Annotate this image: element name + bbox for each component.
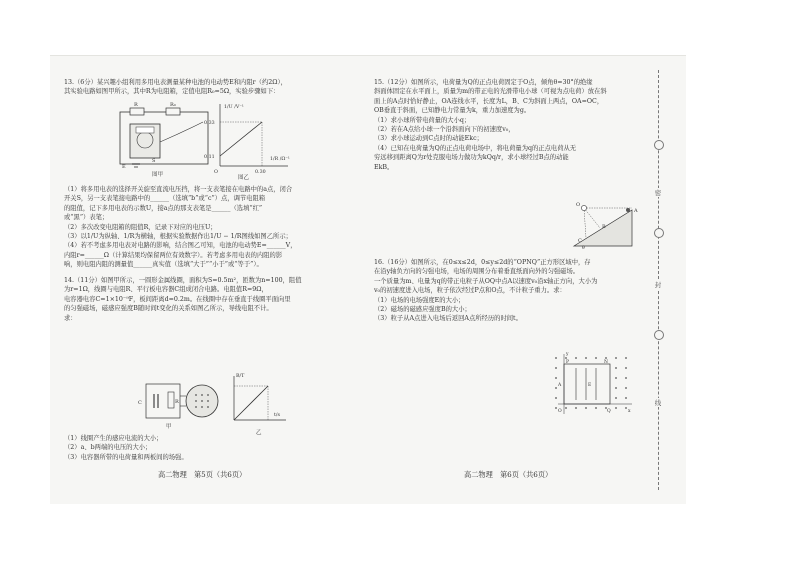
q15-line-9: 穷远移到距离Q为r处克服电场力做功为kQq/r，求小球经过B点的动能 [374,154,569,162]
svg-text:R: R [134,102,138,108]
q15-line-10: EkB。 [374,163,394,171]
q15-line-4: OB垂直于斜面，已知静电力常量为k，重力加速度为g。 [374,107,531,115]
q14-q1: （1）线圈产生的感应电流的大小； [64,435,163,442]
q13-graph-xlabel: 1/R /Ω⁻¹ [270,157,290,162]
q13-fig-yi-label: 图乙 [238,175,250,180]
q14-line-1: 14.（11分）如图甲所示，一圆形金属线圈，面积为S=0.5m²，匝数为n=100，阻值 [64,277,302,284]
q13-step-2: 开关S，另一支表笔接电路中的______（选填“b”或“c”）点，调节电阻箱 [64,195,266,203]
q14-fig-jia-label: 甲 [166,424,172,430]
q16-line-4: v₀的初速度进入电场，粒子依次经过P点和O点，不计粒子重力。求： [374,287,566,295]
q13-step-9: 响，则电阻内阻的测量值______真实值（选填“大于”“小于”或“等于”）。 [64,261,263,269]
q13-line-1: 13.（6分）某兴趣小组利用多用电表测量某种电池的电动势E和内阻r（约2Ω）， [64,79,287,86]
q14-line-4: 的匀强磁场，磁感应强度B随时间t变化的关系如图乙所示，导线电阻不计。 [64,305,273,313]
q16-field-figure [550,350,634,420]
q13-graph-origin: O [214,170,218,175]
q13-graph-y2: 0.11 [204,155,215,160]
q13-step-3: 的阻值，记下多用电表的示数U，接a点的那支表笔是______（选填“红” [64,204,263,212]
q14-bt-graph [226,368,292,438]
q16-label-y: y [566,352,569,357]
q16-label-x: x [628,409,631,414]
q16-line-3: 一个质量为m、电量为q的带正电粒子从OQ中点A以速度v₀沿x轴正方向，大小为 [374,277,598,285]
q14-line-2: 为r=1Ω，线圈与电阻R、平行板电容器C组成闭合电路。电阻值R=9Ω， [64,286,268,294]
q16-line-6: （2）磁场的磁感应强度B的大小； [374,306,471,314]
q13-step-8: 内阻r=______Ω（计算结果均保留两位有效数字）。若考虑多用电表的内阻的影 [64,251,283,259]
q13-step-1: （1）将多用电表的选择开关旋至直流电压挡，将一支表笔接在电路中的a点，闭合 [64,186,293,193]
q14-line-5: 求： [64,314,77,322]
q14-line-3: 电容器电容C=1×10⁻⁹F，板间距离d=0.2m。在线圈中存在垂直于线圈平面向里 [64,295,291,303]
q15-label-a: A [634,208,638,214]
q16-line-1: 16.（16分）如图所示，在0≤x≤2d，0≤y≤2d的“OPNQ”正方形区域中，存 [374,259,591,266]
q15-line-1: 15.（12分）如图所示，电荷量为Q的正点电荷固定于O点，倾角θ=30°的绝缘 [374,79,593,86]
q13-line-2: 其实验电路如图甲所示，其中R为电阻箱，定值电阻R₀=5Ω，实验步骤如下： [64,88,280,96]
q13-step-4: 或“黑”）表笔； [64,214,109,222]
q15-label-c: C [578,238,582,244]
q14-coil-figure [128,372,228,432]
q16-line-7: （3）粒子从A点进入电场后返回A点所经历的时间t。 [374,315,522,323]
q16-text [374,258,652,324]
q13-step-7: （4）若不考虑多用电表对电路的影响，结合图乙可知，电池的电动势E=______V， [64,242,297,250]
q14-graph-ylabel: B/T [236,374,245,379]
q13-steps [64,185,354,270]
q13-graph-ylabel: 1/U /V⁻¹ [224,105,244,110]
q14-text [64,276,354,323]
q15-label-o: O [576,202,581,208]
q15-label-b: B [602,224,606,230]
svg-text:S: S [152,158,156,164]
q14-q2: （2）a、b两端的电压的大小； [64,444,152,452]
svg-text:R₀: R₀ [170,102,176,108]
q16-label-o: O [558,409,562,414]
binding-hole-mid [654,228,664,238]
svg-text:R: R [175,399,179,405]
q15-line-3: 面上的A点时恰好静止，OA连线水平，长度为L，B、C为斜面上两点，OA=OC， [374,97,604,105]
footer-left: 高二物理 第5页（共6页） [158,470,247,479]
q15-line-2: 斜面体固定在水平面上，质量为m的带正电的光滑带电小球（可视为点电荷）放在斜 [374,88,607,96]
q15-text [374,78,652,172]
q13-graph-x1: 0.30 [255,170,266,175]
q13-graph [200,98,295,180]
left-column [64,78,354,97]
q16-label-e: E [588,383,592,388]
q15-line-5: （1）求小球所带电荷量的大小q； [374,116,471,124]
sidebar-label-mi: 密 [651,188,665,197]
q15-label-theta: θ [582,246,585,251]
q15-line-7: （3）求小球运动到C点时的动能Ekc； [374,135,483,143]
sidebar-label-feng: 封 [651,280,665,289]
q13-step-5: （2）多次改变电阻箱的阻值R，记录下对应的电压U； [64,223,217,231]
q14-questions [64,434,354,462]
q15-line-8: （4）已知在电荷量为Q的正点电荷电场中，将电荷量为q的正点电荷从无 [374,144,577,152]
svg-text:E: E [122,164,126,170]
q16-line-2: 在沿y轴负方向的匀强电场，电场的周围分布着垂直纸面向外的匀强磁场。 [374,268,580,276]
q13-graph-y1: 0.33 [204,121,215,126]
binding-hole-low [654,330,664,340]
sidebar-label-xian: 线 [651,398,665,407]
svg-text:C: C [138,400,142,406]
q14-q3: （3）电容器所带的电荷量和两板间的场强。 [64,453,188,461]
q13-fig-jia-label: 图甲 [152,172,164,178]
q14-fig-yi-label: 乙 [256,430,262,436]
q15-line-6: （2）若在A点给小球一个沿斜面向下的初速度v₀， [374,126,515,134]
q13-step-6: （3）以1/U为纵轴、1/R为横轴，根据实验数据作出1/U − 1/R图线如图乙所示； [64,233,292,241]
q14-graph-xlabel: t/s [274,413,281,418]
binding-hole-top [654,140,664,150]
q16-label-p: P [566,360,570,365]
q15-incline-figure [570,202,650,252]
q16-label-q: Q [607,409,611,414]
q16-line-5: （1）电场的电场强度E的大小； [374,296,465,304]
footer-right: 高二物理 第6页（共6页） [464,470,553,479]
q16-label-n: N [604,360,608,365]
q16-label-a: A [558,383,562,388]
